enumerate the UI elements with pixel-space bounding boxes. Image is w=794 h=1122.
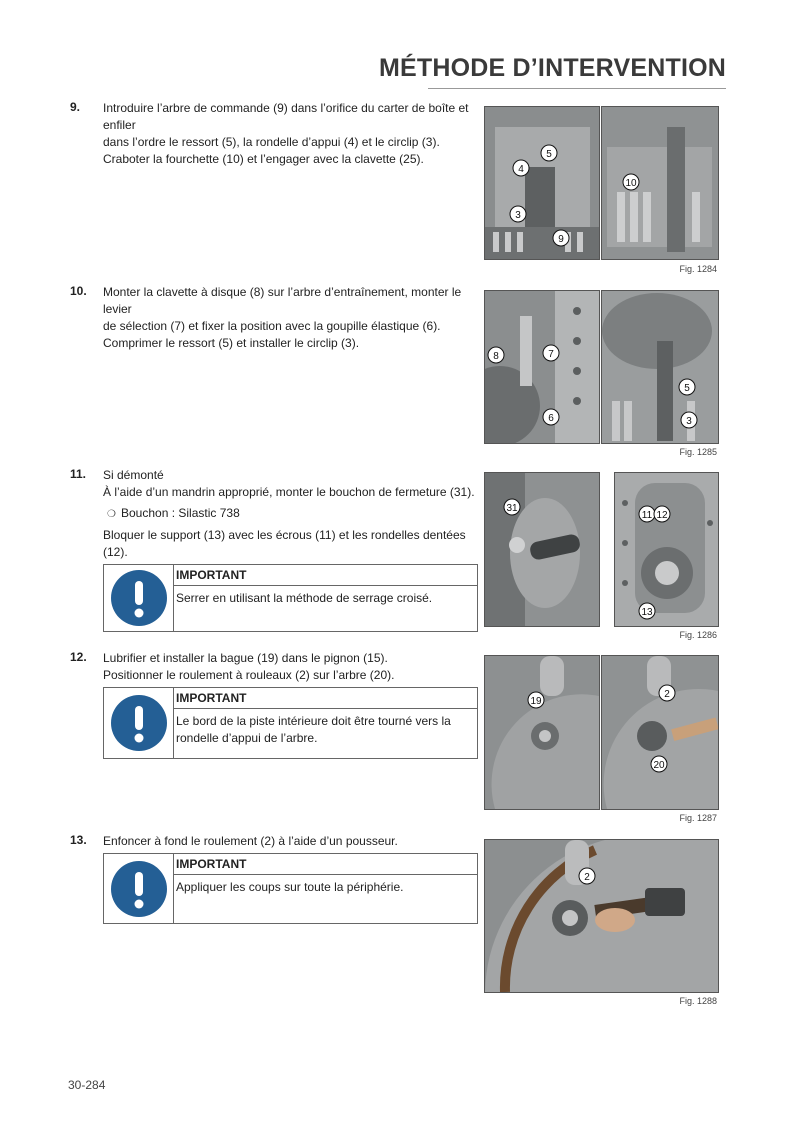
- step-text: Lubrifier et installer la bague (19) dans le pignon (15).: [103, 651, 388, 665]
- callout-label: 5: [546, 149, 552, 160]
- figure-1284-callouts: [484, 106, 717, 258]
- callout-label: 10: [625, 178, 637, 189]
- important-text: Appliquer les coups sur toute la périphérie.: [176, 880, 404, 894]
- exclamation-icon: [110, 569, 168, 627]
- callout-label: 2: [584, 872, 590, 883]
- step-text: Enfoncer à fond le roulement (2) à l’aide d’un pousseur.: [103, 834, 398, 848]
- callout-label: 19: [530, 696, 542, 707]
- step-text: dans l’ordre le ressort (5), la rondelle d’appui (4) et le circlip (3).: [103, 135, 440, 149]
- figure-caption: Fig. 1285: [679, 447, 717, 457]
- important-text: Serrer en utilisant la méthode de serrage croisé.: [176, 591, 433, 605]
- step-text: de sélection (7) et fixer la position avec la goupille élastique (6).: [103, 319, 441, 333]
- figure-caption: Fig. 1287: [679, 813, 717, 823]
- callout-label: 20: [653, 760, 665, 771]
- step-text: À l’aide d’un mandrin approprié, monter le bouchon de fermeture (31).: [103, 485, 475, 499]
- callout-label: 8: [493, 351, 499, 362]
- step-number: 9.: [70, 100, 81, 114]
- callout-label: 3: [686, 416, 692, 427]
- callout-label: 3: [515, 210, 521, 221]
- bullet-text: Bouchon : Silastic 738: [121, 506, 240, 520]
- material-bullet: [103, 505, 478, 523]
- step-number: 10.: [70, 284, 87, 298]
- important-box: [103, 564, 478, 632]
- important-title: IMPORTANT: [174, 688, 477, 709]
- important-title: IMPORTANT: [174, 565, 477, 586]
- step-text: Bloquer le support (13) avec les écrous (11) et les rondelles dentées (12).: [103, 528, 466, 559]
- exclamation-icon: [110, 694, 168, 752]
- figure-1285-callouts: [484, 290, 717, 442]
- header-rule: [428, 88, 726, 89]
- callout-label: 7: [548, 349, 554, 360]
- figure-1287-callouts: [484, 655, 717, 808]
- page-title: MÉTHODE D’INTERVENTION: [378, 54, 726, 82]
- callout-label: 31: [506, 503, 518, 514]
- figure-caption: Fig. 1286: [679, 630, 717, 640]
- step-number: 13.: [70, 833, 87, 847]
- important-icon-cell: [104, 688, 174, 758]
- callout-label: 12: [656, 510, 668, 521]
- important-icon-cell: [104, 565, 174, 631]
- bullet-circle-icon: ❍: [107, 509, 116, 520]
- step-number: 11.: [70, 467, 87, 481]
- step-text: Comprimer le ressort (5) et installer le circlip (3).: [103, 336, 360, 350]
- important-icon-cell: [104, 854, 174, 923]
- important-title: IMPORTANT: [174, 854, 477, 875]
- step-text: Positionner le roulement à rouleaux (2) sur l’arbre (20).: [103, 668, 395, 682]
- callout-label: 2: [664, 689, 670, 700]
- important-text: Le bord de la piste intérieure doit être tourné vers la rondelle d’appui de l’arbre.: [176, 714, 451, 745]
- callout-label: 11: [641, 510, 653, 521]
- figure-caption: Fig. 1284: [679, 264, 717, 274]
- callout-label: 6: [548, 413, 554, 424]
- figure-caption: Fig. 1288: [679, 996, 717, 1006]
- callout-label: 5: [684, 383, 690, 394]
- figure-1286-callouts: [484, 472, 717, 625]
- callout-label: 4: [518, 164, 524, 175]
- step-text: Si démonté: [103, 468, 164, 482]
- figure-1288-callouts: [484, 839, 717, 991]
- callout-label: 13: [641, 607, 653, 618]
- callout-label: 9: [558, 234, 564, 245]
- page-number: 30-284: [68, 1078, 106, 1092]
- step-text: Introduire l’arbre de commande (9) dans l’orifice du carter de boîte et enfiler: [103, 101, 469, 132]
- important-box: [103, 853, 478, 924]
- step-text: Craboter la fourchette (10) et l’engager avec la clavette (25).: [103, 152, 424, 166]
- exclamation-icon: [110, 860, 168, 918]
- step-number: 12.: [70, 650, 87, 664]
- step-text: Monter la clavette à disque (8) sur l’arbre d’entraînement, monter le levier: [103, 285, 462, 316]
- important-box: [103, 687, 478, 759]
